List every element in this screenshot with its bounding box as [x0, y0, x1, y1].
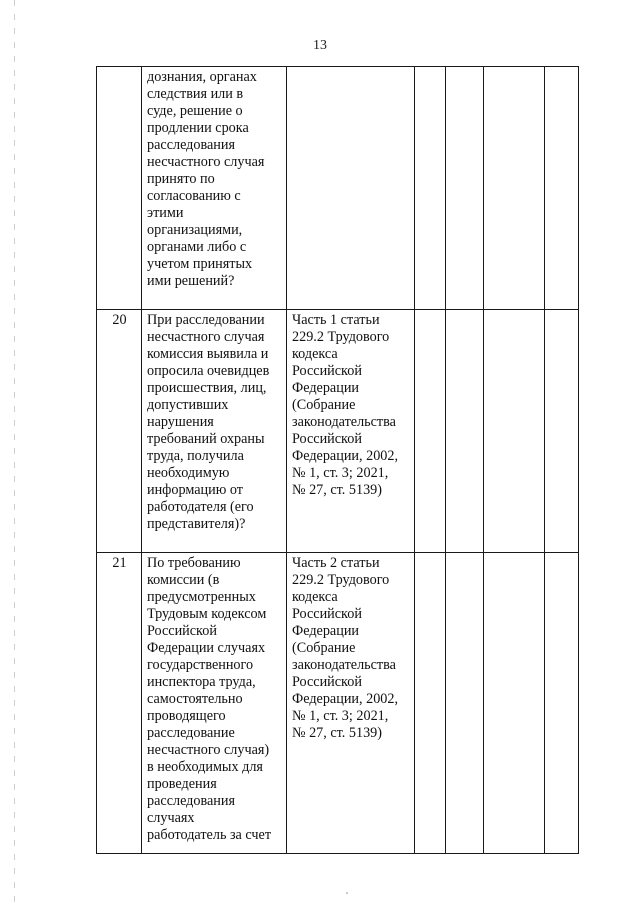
reference-cell	[287, 310, 415, 553]
question-text: При расследовании несчастного случая комиссия выявила и опросила очевидцев происшествия, лиц, допустивших нарушения требований охраны труда, получила необходимую информацию от работодателя (его представителя)?	[147, 312, 270, 532]
note-cell	[545, 67, 579, 310]
question-cell	[142, 67, 287, 310]
question-text: По требованию комиссии (в предусмотренных Трудовым кодексом Российской Федерации случаях государственного инспектора труда, самостоятельно проводящего расследование несчастного случая) в необходимых для проведения расследования случаях работодатель за счет	[147, 555, 272, 843]
question-cell	[142, 310, 287, 553]
row-number-cell	[97, 310, 142, 553]
answer-yes-cell	[415, 310, 446, 553]
answer-yes-cell	[415, 553, 446, 854]
answer-not-applicable-cell	[484, 553, 545, 854]
answer-no-cell	[446, 553, 484, 854]
table-row	[97, 553, 579, 854]
table-row	[97, 67, 579, 310]
legal-reference-text: Часть 1 статьи 229.2 Трудового кодекса Российской Федерации (Собрание законодательства Российской Федерации, 2002, № 1, ст. 3; 2021, № 27, ст. 5139)	[292, 312, 399, 498]
reference-cell	[287, 553, 415, 854]
answer-no-cell	[446, 310, 484, 553]
answer-no-cell	[446, 67, 484, 310]
answer-not-applicable-cell	[484, 310, 545, 553]
answer-yes-cell	[415, 67, 446, 310]
page-number: 13	[313, 38, 327, 53]
row-number-cell	[97, 67, 142, 310]
note-cell	[545, 310, 579, 553]
note-cell	[545, 553, 579, 854]
reference-cell	[287, 67, 415, 310]
row-number: 20	[112, 312, 127, 328]
scan-speck	[346, 892, 348, 894]
question-cell	[142, 553, 287, 854]
table-row	[97, 310, 579, 553]
row-number: 21	[112, 555, 127, 571]
question-text: дознания, органах следствия или в суде, решение о продлении срока расследования несчастного случая принято по согласованию с этими организациями, органами либо с учетом принятых ими решений?	[147, 69, 265, 289]
row-number-cell	[97, 553, 142, 854]
legal-reference-text: Часть 2 статьи 229.2 Трудового кодекса Российской Федерации (Собрание законодательства Российской Федерации, 2002, № 1, ст. 3; 2021, № 27, ст. 5139)	[292, 555, 399, 741]
answer-not-applicable-cell	[484, 67, 545, 310]
checklist-table	[96, 66, 579, 854]
scan-edge-artifact	[14, 0, 15, 905]
